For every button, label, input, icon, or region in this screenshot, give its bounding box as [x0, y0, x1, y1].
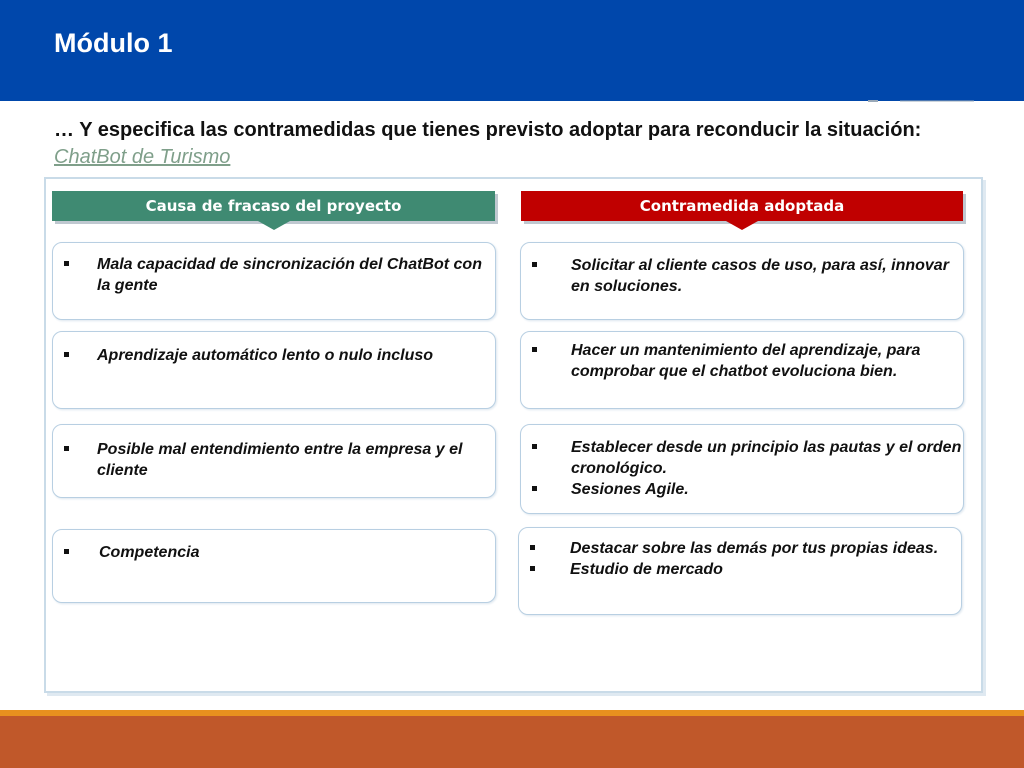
countermeasures-column-header — [521, 191, 963, 221]
title-bar — [0, 0, 1024, 101]
subtitle — [54, 117, 974, 171]
countermeasure-box — [520, 242, 964, 320]
countermeasure-box — [520, 424, 964, 514]
cause-item: Aprendizaje automático lento o nulo incluso — [53, 345, 495, 366]
footer-bar — [0, 716, 1024, 768]
cause-item: Competencia — [53, 542, 495, 563]
causes-header-label: Causa de fracaso del proyecto — [145, 197, 402, 215]
countermeasure-item: Hacer un mantenimiento del aprendizaje, para comprobar que el chatbot evoluciona bien. — [521, 340, 963, 382]
countermeasure-item: Destacar sobre las demás por tus propias ideas. — [519, 538, 961, 559]
cause-box — [52, 424, 496, 498]
countermeasure-box — [520, 331, 964, 409]
decorative-speck — [868, 100, 878, 102]
cause-item: Posible mal entendimiento entre la empresa y el cliente — [53, 439, 495, 481]
cause-box — [52, 529, 496, 603]
subtitle-text: … Y especifica las contramedidas que tienes previsto adoptar para reconducir la situación: — [54, 119, 922, 141]
countermeasure-item: Solicitar al cliente casos de uso, para así, innovar en soluciones. — [521, 255, 963, 297]
countermeasure-item: Sesiones Agile. — [521, 479, 963, 500]
causes-column-header — [52, 191, 495, 221]
decorative-speck — [900, 100, 974, 102]
cause-item: Mala capacidad de sincronización del ChatBot con la gente — [53, 254, 495, 296]
down-arrow-icon — [726, 221, 758, 230]
countermeasures-header-label: Contramedida adoptada — [639, 197, 845, 215]
countermeasure-item: Estudio de mercado — [519, 559, 961, 580]
cause-box — [52, 242, 496, 320]
slide-title: Módulo 1 — [54, 28, 173, 58]
chatbot-link[interactable]: ChatBot de Turismo — [54, 146, 231, 168]
cause-box — [52, 331, 496, 409]
countermeasure-box — [518, 527, 962, 615]
countermeasure-item: Establecer desde un principio las pautas y el orden cronológico. — [521, 437, 963, 479]
down-arrow-icon — [258, 221, 290, 230]
